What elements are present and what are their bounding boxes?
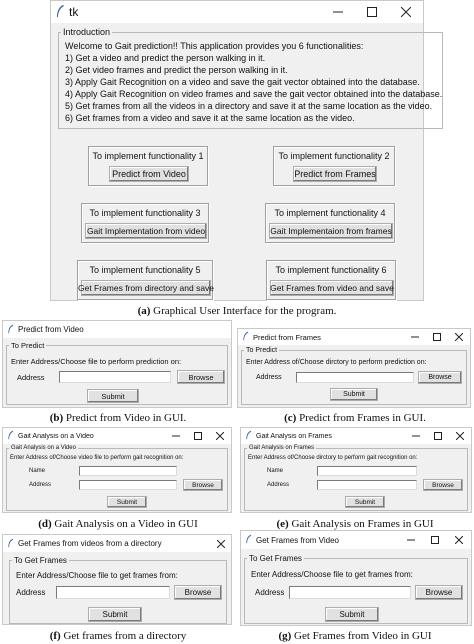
gait-implementation-from-frames-button[interactable]: Gait Implementaion from frames <box>269 223 393 239</box>
maximize-icon[interactable] <box>426 329 448 345</box>
address-input[interactable] <box>289 586 411 599</box>
dialog-g-title-bar[interactable] <box>241 531 471 549</box>
close-icon[interactable] <box>447 531 471 549</box>
caption-d-text: Gait Analysis on a Video in GUI <box>54 518 198 530</box>
caption-a <box>0 305 474 317</box>
caption-f-tag: (f) <box>49 630 61 642</box>
maximize-icon[interactable] <box>355 1 389 23</box>
feather-icon <box>245 534 252 546</box>
dialog-title: Gait Analysis on Frames <box>256 432 332 440</box>
frame-legend: To Get Frames <box>14 556 67 565</box>
intro-line: 5) Get frames from all the videos in a directory and save it at the same location as the video. <box>65 101 433 111</box>
caption-f <box>0 630 236 642</box>
functionality-3-frame <box>81 203 209 243</box>
main-window-body <box>51 23 443 300</box>
dialog-gait-analysis-frames <box>240 427 472 513</box>
instruction-label: Enter Address/Choose file to get frames from: <box>16 571 178 580</box>
window-title: tk <box>69 5 79 19</box>
dialog-e-title-bar[interactable] <box>241 428 471 444</box>
window-controls <box>405 428 471 444</box>
caption-e-tag: (e) <box>276 518 289 530</box>
feather-icon <box>245 430 252 442</box>
submit-button[interactable]: Submit <box>325 607 379 622</box>
dialog-c-title-bar[interactable] <box>238 329 470 345</box>
address-label: Address <box>17 373 45 382</box>
caption-c-text: Predict from Frames in GUI. <box>299 412 426 424</box>
instruction-label: Enter Address of/Choose dirctory to perform gait recognition on: <box>248 455 418 461</box>
address-label: Address <box>16 588 46 597</box>
frame-legend: To Predict <box>11 341 45 350</box>
feather-icon <box>242 331 249 343</box>
instruction-label: Enter Address/Choose file to perform prediction on: <box>11 357 182 366</box>
dialog-f-body <box>3 552 231 624</box>
introduction-legend: Introduction <box>63 27 111 37</box>
dialog-b-title-bar[interactable] <box>3 321 231 338</box>
caption-f-text: Get frames from a directory <box>63 630 187 642</box>
frame-legend: Gait Analysis on a Video <box>11 445 76 451</box>
caption-c <box>236 412 474 424</box>
browse-button[interactable]: Browse <box>183 479 223 491</box>
to-predict-frame <box>241 347 467 405</box>
introduction-frame <box>58 27 443 129</box>
frame-legend: Gait Analysis on Frames <box>249 445 315 451</box>
browse-button[interactable]: Browse <box>423 479 463 491</box>
instruction-label: Enter Address of/Choose dirctory to perform prediction on: <box>246 359 427 366</box>
instruction-label: Enter Address/Choose file to get frames from: <box>251 570 413 579</box>
functionality-5-label: To implement functionality 5 <box>89 265 201 275</box>
dialog-title: Gait Analysis on a Video <box>18 432 94 440</box>
maximize-icon[interactable] <box>427 428 449 444</box>
caption-d-tag: (d) <box>38 518 52 530</box>
caption-g <box>236 630 474 642</box>
to-predict-frame <box>6 341 228 405</box>
minimize-icon[interactable] <box>399 531 423 549</box>
functionality-1-frame <box>88 146 208 186</box>
dialog-c-body <box>238 345 470 407</box>
dialog-f-title-bar[interactable] <box>3 535 231 552</box>
close-icon[interactable] <box>449 428 471 444</box>
submit-button[interactable]: Submit <box>88 607 142 622</box>
browse-button[interactable]: Browse <box>415 585 463 600</box>
close-icon[interactable] <box>448 329 470 345</box>
address-label: Address <box>29 482 52 488</box>
address-input[interactable] <box>296 372 414 383</box>
dialog-g-body <box>241 549 471 625</box>
submit-button[interactable]: Submit <box>107 496 147 508</box>
feather-icon <box>55 4 65 21</box>
caption-g-tag: (g) <box>278 630 292 642</box>
gait-analysis-frame <box>6 445 228 511</box>
functionality-4-label: To implement functionality 4 <box>274 208 386 218</box>
dialog-title: Get Frames from Video <box>256 535 339 545</box>
functionality-6-frame <box>266 260 396 300</box>
address-label: Address <box>267 482 290 488</box>
address-input[interactable] <box>59 371 171 383</box>
minimize-icon[interactable] <box>321 1 355 23</box>
close-icon[interactable] <box>209 428 231 444</box>
intro-line: Welcome to Gait prediction!! This application provides you 6 functionalities: <box>65 41 364 51</box>
browse-button[interactable]: Browse <box>174 585 222 600</box>
window-controls <box>165 428 231 444</box>
functionality-5-frame <box>77 260 213 300</box>
functionality-2-label: To implement functionality 2 <box>278 151 390 161</box>
dialog-title: Get Frames from videos from a directory <box>18 539 162 548</box>
feather-icon <box>7 430 14 442</box>
intro-line: 6) Get frames from a video and save it at the same location as the video. <box>65 113 355 123</box>
dialog-get-frames-directory <box>2 534 232 625</box>
window-controls <box>404 329 470 345</box>
address-label: Address <box>255 588 285 597</box>
functionality-3-label: To implement functionality 3 <box>89 208 201 218</box>
get-frames-from-video-button[interactable]: Get Frames from video and save <box>270 280 394 296</box>
predict-from-frames-button[interactable]: Predict from Frames <box>293 166 377 182</box>
predict-from-video-button[interactable]: Predict from Video <box>109 166 189 182</box>
minimize-icon[interactable] <box>405 428 427 444</box>
window-controls <box>211 535 231 552</box>
functionality-2-frame <box>273 146 395 186</box>
name-label: Name <box>29 468 46 474</box>
feather-icon <box>7 538 14 550</box>
close-icon[interactable] <box>211 535 231 552</box>
functionality-4-frame <box>265 203 395 243</box>
feather-icon <box>7 324 14 336</box>
minimize-icon[interactable] <box>165 428 187 444</box>
to-get-frames-frame <box>244 554 468 624</box>
frame-legend: To Predict <box>246 347 278 354</box>
functionality-1-label: To implement functionality 1 <box>92 151 204 161</box>
address-input[interactable] <box>56 586 170 599</box>
caption-a-text: Graphical User Interface for the program. <box>153 305 337 317</box>
intro-line: 3) Apply Gait Recognition on a video and save the gait vector obtained into the database. <box>65 77 420 87</box>
caption-e-text: Gait Analysis on Frames in GUI <box>291 518 434 530</box>
dialog-predict-from-frames <box>237 328 471 408</box>
window-controls <box>399 531 471 549</box>
intro-line: 4) Apply Gait Recognition on video frames and save the gait vector obtained into the database. <box>65 89 443 99</box>
submit-button[interactable]: Submit <box>345 496 385 508</box>
intro-line: 2) Get video frames and predict the person walking in it. <box>65 65 288 75</box>
submit-button[interactable]: Submit <box>87 389 139 403</box>
address-input[interactable] <box>79 480 177 490</box>
main-title-bar[interactable] <box>51 1 423 23</box>
dialog-get-frames-video <box>240 530 472 626</box>
get-frames-from-directory-button[interactable]: Get Frames from directory and save <box>81 280 211 296</box>
caption-a-tag: (a) <box>137 305 151 317</box>
caption-d <box>0 518 236 530</box>
functionality-6-label: To implement functionality 6 <box>275 265 387 275</box>
address-label: Address <box>256 374 282 381</box>
dialog-title: Predict from Frames <box>253 332 321 342</box>
name-input[interactable] <box>317 466 417 476</box>
main-window <box>50 0 443 301</box>
intro-line: 1) Get a video and predict the person walking in it. <box>65 53 266 63</box>
dialog-predict-from-video <box>2 320 232 408</box>
maximize-icon[interactable] <box>187 428 209 444</box>
window-controls <box>321 1 423 23</box>
dialog-gait-analysis-video <box>2 427 232 513</box>
caption-c-tag: (c) <box>284 412 297 424</box>
submit-button[interactable]: Submit <box>330 388 378 401</box>
gait-analysis-frame <box>244 445 468 511</box>
caption-b-tag: (b) <box>49 412 64 424</box>
browse-button[interactable]: Browse <box>418 371 462 384</box>
name-input[interactable] <box>79 466 177 476</box>
caption-b-text: Predict from Video in GUI. <box>65 412 187 424</box>
minimize-icon[interactable] <box>404 329 426 345</box>
dialog-d-body <box>3 444 231 512</box>
address-input[interactable] <box>317 480 417 490</box>
caption-b <box>0 412 236 424</box>
maximize-icon[interactable] <box>423 531 447 549</box>
caption-e <box>236 518 474 530</box>
browse-button[interactable]: Browse <box>177 370 225 384</box>
dialog-d-title-bar[interactable] <box>3 428 231 444</box>
instruction-label: Enter Address of/Choose video file to perform gait recognition on: <box>10 455 184 461</box>
dialog-title: Predict from Video <box>18 325 84 334</box>
name-label: Name <box>267 468 284 474</box>
dialog-e-body <box>241 444 471 512</box>
dialog-b-body <box>3 338 231 407</box>
frame-legend: To Get Frames <box>249 554 302 563</box>
to-get-frames-frame <box>9 556 227 624</box>
caption-g-text: Get Frames from Video in GUI <box>294 630 432 642</box>
close-icon[interactable] <box>389 1 423 23</box>
gait-implementation-from-video-button[interactable]: Gait Implementation from video <box>85 223 207 239</box>
